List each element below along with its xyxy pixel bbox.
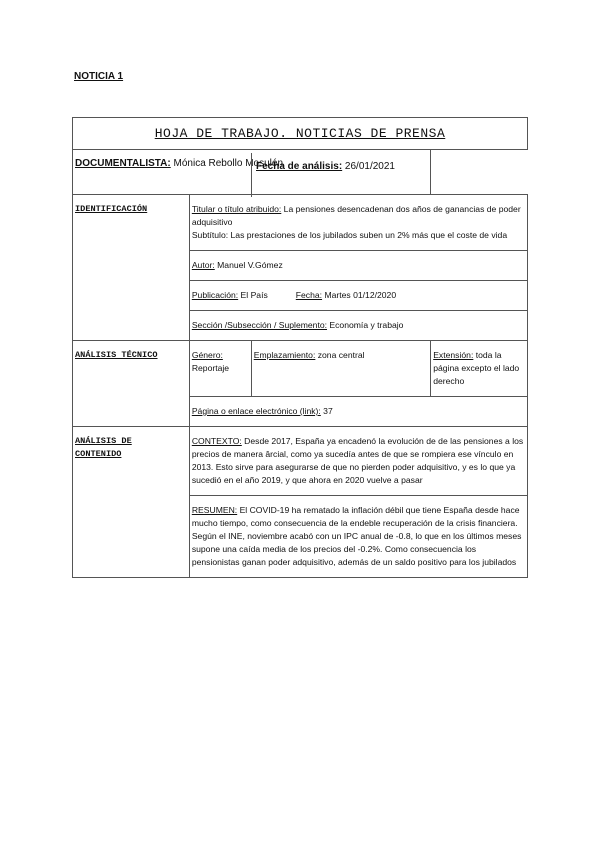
fecha-analisis-cell	[251, 153, 528, 197]
contenido-row-1	[73, 427, 528, 496]
publicacion-group	[192, 289, 268, 302]
contexto-value: Desde 2017, España ya encadenó la evolución de de las pensiones a los precios de manera ârcial, como ya sucedía antes de que se rompiera ese vínculo en 2013. Esto sirve para asegurarse de que no pierden poder adquisitivo, y es lo que ya sucedió en el año 2019, y que ahora en 2020 vuelve a pasar	[191, 436, 524, 485]
fecha-analisis-value: 26/01/2021	[342, 161, 395, 172]
emplazamiento-value: zona central	[315, 350, 365, 360]
identificacion-row-1	[73, 195, 528, 251]
fecha-group	[296, 289, 396, 302]
pagina-cell	[189, 397, 527, 427]
documentalista-label: DOCUMENTALISTA:	[75, 158, 171, 169]
publicacion-label: Publicación:	[191, 290, 239, 300]
identificacion-section: IDENTIFICACIÓN	[73, 195, 190, 341]
autor-value: Manuel V.Gómez	[214, 260, 283, 270]
analisis-contenido-section	[73, 427, 190, 578]
documentalista-value: Mónica Rebollo Mosulén	[170, 158, 284, 169]
extension-value: toda la página excepto el lado derecho	[433, 350, 520, 386]
fecha-label: Fecha:	[295, 290, 323, 300]
subtitulo: Subtítulo: Las prestaciones de los jubilados suben un 2% más que el coste de vida	[191, 230, 508, 240]
seccion-cell	[189, 311, 527, 341]
pagina-label: Página o enlace electrónico (link):	[191, 406, 321, 416]
genero-label: Género:	[191, 350, 223, 360]
worksheet-title: HOJA DE TRABAJO. NOTICIAS DE PRENSA	[73, 118, 528, 150]
fecha-analisis-label: Fecha de análisis:	[256, 161, 343, 172]
title-row	[73, 118, 528, 150]
publicacion-value: El País	[238, 290, 268, 300]
resumen-value: El COVID-19 ha rematado la inflación débil que tiene España desde hace mucho tiempo, como consecuencia de la endeble recuperación de la crisis financiera. Según el INE, noviembre acabó con un IPC anual de -0.8, lo que en los últimos meses supone una caída media de los precios del -0.2%. Como consecuencia los pensionistas ganan poder adquisitivo, además de un saldo positivo para los jubilados	[191, 505, 522, 567]
genero-value: Reportaje	[191, 363, 230, 373]
genero-cell	[189, 341, 251, 397]
noticia-heading: NOTICIA 1	[74, 71, 124, 82]
autor-cell	[189, 251, 527, 281]
contexto-label: CONTEXTO:	[191, 436, 242, 446]
seccion-value: Economía y trabajo	[327, 320, 404, 330]
fecha-value: Martes 01/12/2020	[322, 290, 397, 300]
contexto-cell	[189, 427, 527, 496]
publicacion-line	[192, 289, 525, 302]
analisis-contenido-line2: CONTENIDO	[75, 449, 122, 459]
extension-label: Extensión:	[433, 350, 474, 360]
seccion-label: Sección /Subsección / Suplemento:	[191, 320, 328, 330]
analisis-tecnico-section: ANÁLISIS TÉCNICO	[73, 341, 190, 427]
titular-value: La pensiones desencadenan dos años de ganancias de poder adquisitivo	[191, 204, 521, 227]
extension-cell	[431, 341, 528, 397]
publicacion-cell	[189, 281, 527, 311]
titular-cell	[189, 195, 527, 251]
tecnico-row-1	[73, 341, 528, 397]
pagina-value: 37	[320, 406, 333, 416]
analisis-contenido-line1: ANÁLISIS DE	[75, 436, 132, 446]
emplazamiento-cell	[251, 341, 430, 397]
resumen-cell	[189, 496, 527, 578]
resumen-label: RESUMEN:	[191, 505, 238, 515]
titular-label: Titular o título atribuido:	[191, 204, 282, 214]
emplazamiento-label: Emplazamiento:	[253, 350, 316, 360]
autor-label: Autor:	[191, 260, 215, 270]
